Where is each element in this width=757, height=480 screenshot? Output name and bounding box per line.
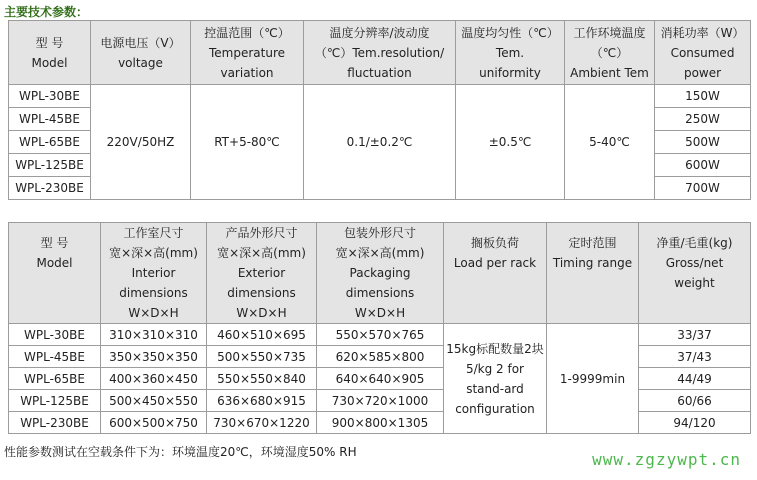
table-row	[9, 346, 751, 368]
col-interior-header: 工作室尺寸 宽×深×高(mm) Interior dimensions W×D×H	[101, 223, 207, 324]
model-cell: WPL-230BE	[9, 412, 101, 434]
col-uniformity-header: 温度均匀性（℃） Tem. uniformity	[456, 21, 565, 85]
col-temp-range-header: 控温范围（℃） Temperature variation	[191, 21, 304, 85]
spec-table-dimensions	[8, 222, 751, 434]
timing-cell: 1-9999min	[547, 324, 639, 434]
interior-cell: 500×450×550	[101, 390, 207, 412]
packaging-cell: 900×800×1305	[317, 412, 444, 434]
exterior-cell: 636×680×915	[207, 390, 317, 412]
uniformity-cell: ±0.5℃	[456, 85, 565, 200]
power-cell: 150W	[655, 85, 751, 108]
col-packaging-header: 包装外形尺寸 宽×深×高(mm) Packaging dimensions W×D×H	[317, 223, 444, 324]
packaging-cell: 730×720×1000	[317, 390, 444, 412]
ambient-cell: 5-40℃	[565, 85, 655, 200]
model-cell: WPL-45BE	[9, 346, 101, 368]
packaging-cell: 550×570×765	[317, 324, 444, 346]
table-row	[9, 368, 751, 390]
interior-cell: 600×500×750	[101, 412, 207, 434]
col-timing-header: 定时范围 Timing range	[547, 223, 639, 324]
resolution-cell: 0.1/±0.2℃	[304, 85, 456, 200]
packaging-cell: 640×640×905	[317, 368, 444, 390]
watermark: www.zgzywpt.cn	[592, 450, 741, 469]
model-cell: WPL-45BE	[9, 108, 91, 131]
model-cell: WPL-30BE	[9, 85, 91, 108]
col-model-header: 型 号 Model	[9, 223, 101, 324]
spec-table-temperature	[8, 20, 751, 200]
table-row	[9, 324, 751, 346]
weight-cell: 37/43	[639, 346, 751, 368]
packaging-cell: 620×585×800	[317, 346, 444, 368]
col-power-header: 消耗功率（W） Consumed power	[655, 21, 751, 85]
header-row	[9, 21, 751, 85]
col-load-header: 搁板负荷 Load per rack	[444, 223, 547, 324]
col-model-header: 型 号 Model	[9, 21, 91, 85]
weight-cell: 44/49	[639, 368, 751, 390]
power-cell: 600W	[655, 154, 751, 177]
model-cell: WPL-65BE	[9, 368, 101, 390]
weight-cell: 33/37	[639, 324, 751, 346]
exterior-cell: 550×550×840	[207, 368, 317, 390]
test-conditions-note: 性能参数测试在空载条件下为：环境温度20℃，环境湿度50% RH	[4, 445, 357, 459]
model-cell: WPL-230BE	[9, 177, 91, 200]
col-voltage-header: 电源电压（V） voltage	[91, 21, 191, 85]
interior-cell: 350×350×350	[101, 346, 207, 368]
exterior-cell: 730×670×1220	[207, 412, 317, 434]
weight-cell: 94/120	[639, 412, 751, 434]
col-exterior-header: 产品外形尺寸 宽×深×高(mm) Exterior dimensions W×D×H	[207, 223, 317, 324]
model-cell: WPL-65BE	[9, 131, 91, 154]
col-ambient-header: 工作环境温度 （℃） Ambient Tem	[565, 21, 655, 85]
interior-cell: 310×310×310	[101, 324, 207, 346]
table-row	[9, 412, 751, 434]
col-weight-header: 净重/毛重(kg) Gross/net weight	[639, 223, 751, 324]
table-row	[9, 390, 751, 412]
interior-cell: 400×360×450	[101, 368, 207, 390]
col-resolution-header: 温度分辨率/波动度 （℃）Tem.resolution/ fluctuation	[304, 21, 456, 85]
weight-cell: 60/66	[639, 390, 751, 412]
model-cell: WPL-125BE	[9, 390, 101, 412]
voltage-cell: 220V/50HZ	[91, 85, 191, 200]
power-cell: 250W	[655, 108, 751, 131]
power-cell: 500W	[655, 131, 751, 154]
power-cell: 700W	[655, 177, 751, 200]
table-row	[9, 85, 751, 108]
load-cell: 15kg标配数量2块 5/kg 2 for stand-ard configuration	[444, 324, 547, 434]
header-row	[9, 223, 751, 324]
model-cell: WPL-125BE	[9, 154, 91, 177]
model-cell: WPL-30BE	[9, 324, 101, 346]
exterior-cell: 460×510×695	[207, 324, 317, 346]
section-heading: 主要技术参数：	[4, 5, 89, 19]
temp-range-cell: RT+5-80℃	[191, 85, 304, 200]
exterior-cell: 500×550×735	[207, 346, 317, 368]
